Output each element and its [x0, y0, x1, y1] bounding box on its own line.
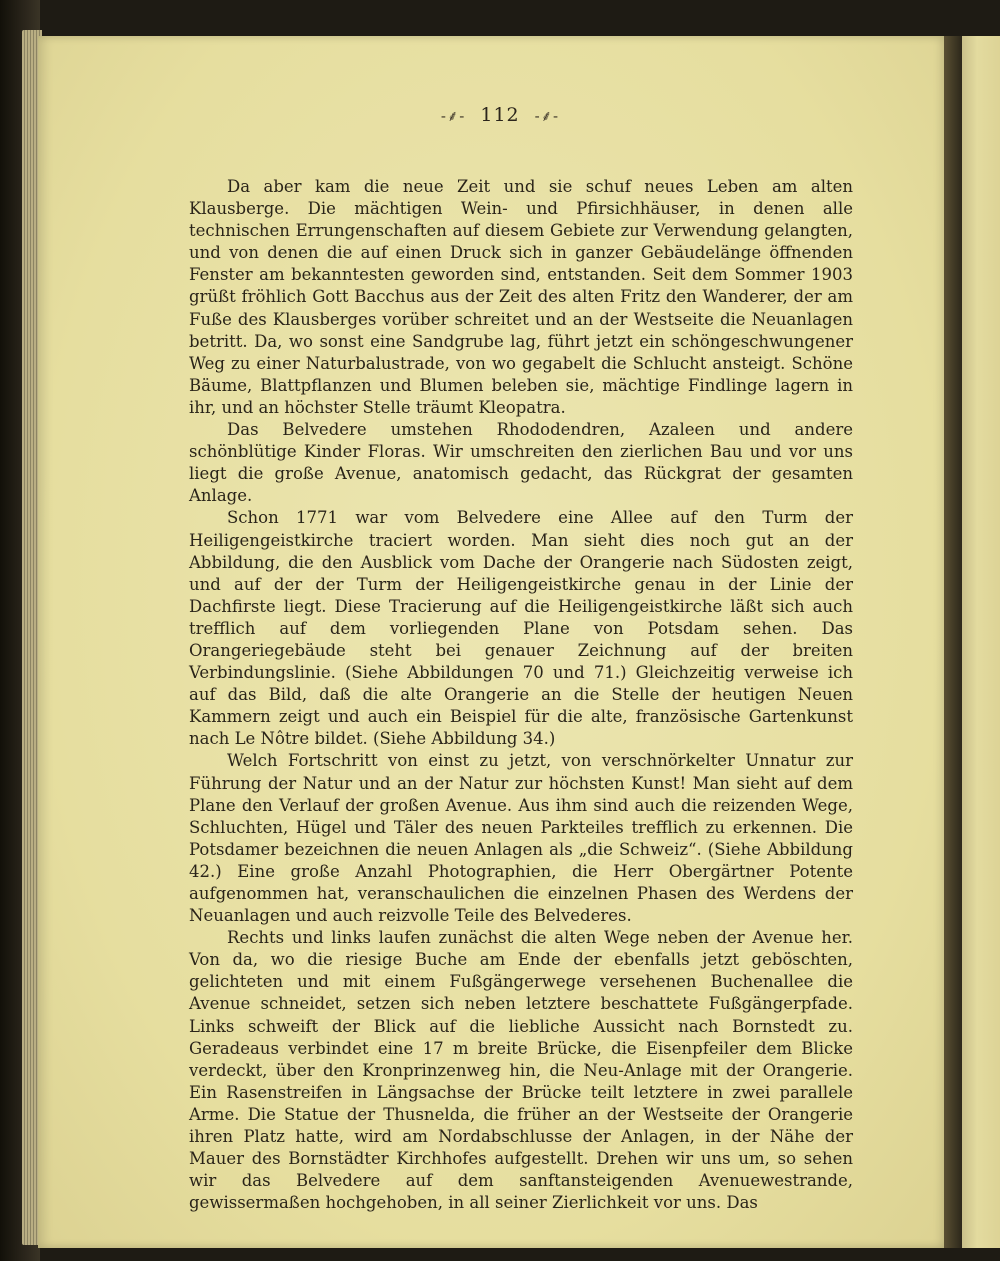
paragraph: Das Belvedere umstehen Rhododendren, Azaleen und andere schönblütige Kinder Floras. Wir umschreiten den zierlichen Bau und vor uns liegt die große Avenue, anatomisch gedacht, das Rückgrat der gesamten Anlage.	[189, 420, 853, 506]
paragraph: Da aber kam die neue Zeit und sie schuf neues Leben am alten Klausberge. Die mächtigen Wein- und Pfirsichhäuser, in denen alle technischen Errungenschaften auf diesem Gebiete zur Verwendung gelangten, und von denen die auf einen Druck sich in ganzer Gebäudelänge öffnenden Fenster am bekanntesten geworden sind, entstanden. Seit dem Sommer 1903 grüßt fröhlich Gott Bacchus aus der Zeit des alten Fritz den Wanderer, der am Fuße des Klausberges vorüber schreitet und an der Westseite die Neuanlagen betritt. Da, wo sonst eine Sandgrube lag, führt jetzt ein schöngeschwungener Weg zu einer Naturbalustrade, von wo gegabelt die Schlucht ansteigt. Schöne Bäume, Blattpflanzen und Blumen beleben sie, mächtige Findlinge lagern in ihr, und an höchster Stelle träumt Kleopatra.	[189, 177, 853, 417]
page-number-header	[0, 104, 1000, 134]
paragraph: Rechts und links laufen zunächst die alten Wege neben der Avenue her. Von da, wo die riesige Buche am Ende der ebenfalls jetzt geböschten, gelichteten und mit einem Fußgängerwege versehenen Buchenallee die Avenue schneidet, setzen sich neben letztere beschattete Fußgängerpfade. Links schweift der Blick auf die liebliche Aussicht nach Bornstedt zu. Geradeaus verbindet eine 17 m breite Brücke, die Eisenpfeiler dem Blicke verdeckt, über den Kronprinzenweg hin, die Neu-Anlage mit der Orangerie. Ein Rasenstreifen in Längsachse der Brücke teilt letztere in zwei parallele Arme. Die Statue der Thusnelda, die früher an der Westseite der Orangerie ihren Platz hatte, wird am Nordabschlusse der Anlagen, in der Nähe der Mauer des Bornstädter Kirchhofes aufgestellt. Drehen wir uns um, so sehen wir das Belvedere auf dem sanftansteigenden Avenuewestrande, gewissermaßen hochgehoben, in all seiner Zierlichkeit vor uns. Das	[189, 928, 853, 1213]
body-text	[189, 176, 853, 1214]
ornament-right-icon: -⸙-	[534, 107, 560, 125]
paragraph: Schon 1771 war vom Belvedere eine Allee auf den Turm der Heiligengeistkirche traciert worden. Man sieht dies noch gut an der Abbildung, die den Ausblick vom Dache der Orangerie nach Südosten zeigt, und auf der der Turm der Heiligengeistkirche genau in der Linie der Dachfirste liegt. Diese Tracierung auf die Heiligengeistkirche läßt sich auch trefflich auf dem vorliegenden Plane von Potsdam sehen. Das Orangeriegebäude steht bei genauer Zeichnung auf der breiten Verbindungslinie. (Siehe Abbildungen 70 und 71.) Gleichzeitig verweise ich auf das Bild, daß die alte Orangerie an die Stelle der heutigen Neuen Kammern zeigt und auch ein Beispiel für die alte, französische Gartenkunst nach Le Nôtre bildet. (Siehe Abbildung 34.)	[189, 508, 853, 749]
book-gutter	[944, 36, 962, 1248]
facing-page-edge	[962, 36, 1000, 1248]
ornament-left-icon: -⸙-	[440, 107, 466, 125]
paragraph: Welch Fortschritt von einst zu jetzt, von verschnörkelter Unnatur zur Führung der Natur und an der Natur zur höchsten Kunst! Man sieht auf dem Plane den Verlauf der großen Avenue. Aus ihm sind auch die reizenden Wege, Schluchten, Hügel und Täler des neuen Parkteiles trefflich zu erkennen. Die Potsdamer bezeichnen die neuen Anlagen als „die Schweiz“. (Siehe Abbildung 42.) Eine große Anzahl Photographien, die Herr Obergärtner Potente aufgenommen hat, veranschaulichen die einzelnen Phasen des Werdens der Neuanlagen und auch reizvolle Teile des Belvederes.	[189, 751, 853, 926]
page-number: 112	[480, 104, 520, 126]
